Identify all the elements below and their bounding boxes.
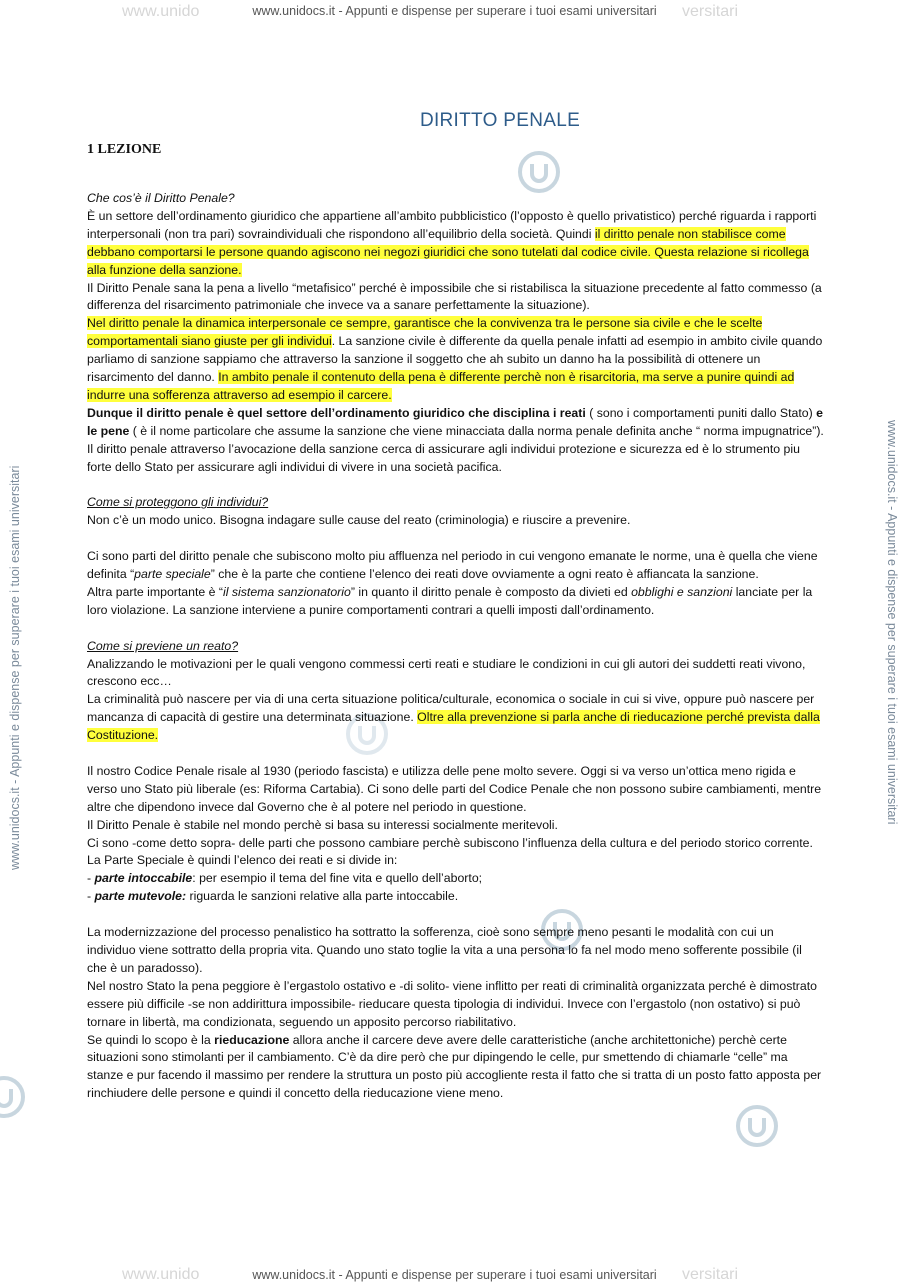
highlighted-text: Oltre alla prevenzione si parla anche di rieducazione perché prevista dalla Costituzione. xyxy=(87,710,820,743)
paragraph xyxy=(87,405,825,441)
paragraph: Il diritto penale attraverso l’avocazione della sanzione cerca di assicurare agli individui protezione e sicurezza ed è lo strumento piu forte dello Stato per assicurare agli individui di vivere in una società pacifica. xyxy=(87,441,800,474)
text-run: - xyxy=(87,889,95,904)
page-footer: www.unidocs.it - Appunti e dispense per superare i tuoi esami universitari xyxy=(252,1268,657,1282)
side-watermark-right: www.unidocs.it - Appunti e dispense per superare i tuoi esami universitari xyxy=(885,420,899,825)
text-run: Ci sono parti del diritto penale che subiscono molto piu affluenza nel periodo in cui vengono emanate le norme, una è quella che viene definita “ xyxy=(87,549,818,581)
paragraph xyxy=(87,691,825,745)
document-title: DIRITTO PENALE xyxy=(419,110,581,131)
italic-text: parte speciale xyxy=(134,567,211,581)
page-header: www.unidocs.it - Appunti e dispense per superare i tuoi esami universitari xyxy=(252,4,657,18)
paragraph xyxy=(87,548,825,584)
text-run: Se quindi lo scopo è la xyxy=(87,1032,215,1047)
paragraph: Il Diritto Penale sana la pena a livello “metafisico” perché è impossibile che si ristabilisca la situazione precedente al fatto commesso (a differenza del risarcimento patrimoniale che invece va a sanare perfettamente la situazione). xyxy=(87,280,822,313)
paragraph xyxy=(87,315,825,405)
text-run: riguarda le sanzioni relative alla parte intoccabile. xyxy=(186,889,459,904)
highlighted-text: In ambito penale il contenuto della pena è differente perchè non è risarcitoria, ma serve a punire quindi ad indurre una sofferenza attraverso ad esempio il carcere. xyxy=(87,370,795,402)
text-run: ( sono i comportamenti puniti dallo Stato) xyxy=(585,405,817,420)
watermark-logo-icon xyxy=(517,150,561,194)
paragraph: Il nostro Codice Penale risale al 1930 (periodo fascista) e utilizza delle pene molto severe. Oggi si va verso un’ottica meno rigida e verso uno Stato più liberale (es: Riforma Cartabia). Ci sono delle parti del Codice Penale che non possono subire cambiamenti, mentre altre che dipendono invece dal Governo che è al potere nel periodo in questione. xyxy=(87,763,822,814)
text-run: ( è il nome particolare che assume la sanzione che viene minacciata dalla norma penale definita anche “ norma impugnatrice”). xyxy=(129,423,824,438)
question-heading: Come si previene un reato? xyxy=(87,638,239,653)
highlighted-text: il diritto penale non stabilisce come debbano comportarsi le persone quando agiscono nei negozi giuridici che sono tutelati dal codice civile. Questa relazione si ricollega alla funzione della sanzione. xyxy=(87,226,809,277)
text-run: - xyxy=(87,871,95,886)
footer-ghost-right: versitari xyxy=(682,1266,739,1283)
list-item xyxy=(87,888,825,906)
header-ghost-left: www.unido xyxy=(122,3,200,20)
bold-italic-text: parte intoccabile xyxy=(94,871,193,886)
paragraph xyxy=(87,208,825,280)
bold-text: e le pene xyxy=(87,405,823,438)
watermark-logo-icon xyxy=(735,1104,779,1148)
paragraph: Ci sono -come detto sopra- delle parti che possono cambiare perchè subiscono l’influenza della cultura e del periodo storico corrente. xyxy=(87,835,813,850)
bold-text: rieducazione xyxy=(214,1032,290,1047)
text-run: ” che è la parte che contiene l’elenco dei reati dove ovviamente a ogni reato è affiancata la sanzione. xyxy=(210,567,759,581)
text-run: La criminalità può nascere per via di una certa situazione politica/culturale, economica o sociale in cui si vive, oppure può nascere per mancanza di capacità di gestire una determinata situazione. xyxy=(87,692,815,725)
paragraph: Nel nostro Stato la pena peggiore è l’ergastolo ostativo e -di solito- viene inflitto per reati di criminalità organizzata perché è dimostrato essere più difficile -se non addirittura impossibile- rieducare questa tipologia di individui. Invece con l’ergastolo (non ostativo) si può tornare in libertà, ma condizionata, seguendo un apposito percorso riabilitativo. xyxy=(87,978,818,1029)
text-run: . La sanzione civile è differente da quella penale infatti ad esempio in ambito civile quando parliamo di sanzione sappiamo che attraverso la sanzione il soggetto che ah subito un danno ha la possibilità di ottenere un risarcimento del danno. xyxy=(87,334,823,385)
italic-text: il sistema sanzionatorio xyxy=(223,584,351,599)
document-body xyxy=(87,190,825,1103)
paragraph: La Parte Speciale è quindi l’elenco dei reati e si divide in: xyxy=(87,853,398,868)
bold-italic-text: parte mutevole: xyxy=(94,889,187,904)
paragraph: Il Diritto Penale è stabile nel mondo perchè si basa su interessi socialmente meritevoli. xyxy=(87,817,558,832)
text-run: allora anche il carcere deve avere delle caratteristiche (anche architettoniche) perchè certe situazioni sono stimolanti per il cambiamento. C’è da dire però che pur dipingendo le celle, pur smettendo di chiamarle “celle” ma stanze e pur facendo il massimo per rendere la struttura un posto più accogliente resta il fatto che si tratta di un posto fatto apposta per rinchiudere delle persone e quindi il concetto della rieducazione viene meno. xyxy=(87,1032,822,1101)
text-run: ” in quanto il diritto penale è composto da divieti ed xyxy=(350,584,632,599)
side-watermark-left: www.unidocs.it - Appunti e dispense per superare i tuoi esami universitari xyxy=(8,465,22,870)
watermark-logo-icon xyxy=(0,1075,26,1119)
text-run: Altra parte importante è “ xyxy=(87,584,224,599)
text-run: : per esempio il tema del fine vita e quello dell’aborto; xyxy=(192,871,483,886)
lesson-heading: 1 LEZIONE xyxy=(87,142,162,157)
footer-ghost-left: www.unido xyxy=(122,1266,200,1283)
italic-text: obblighi e sanzioni xyxy=(631,584,733,599)
question-heading: Come si proteggono gli individui? xyxy=(87,495,269,510)
header-ghost-right: versitari xyxy=(682,3,739,20)
highlighted-text: Nel diritto penale la dinamica interpersonale ce sempre, garantisce che la convivenza tra le persone sia civile e che le scelte comportamentali siano giuste per gli individui xyxy=(87,316,763,349)
question-heading: Che cos’è il Diritto Penale? xyxy=(87,191,235,205)
paragraph xyxy=(87,584,825,620)
text-run: lanciate per la loro violazione. La sanzione interviene a punire comportamenti contrari a quelli imposti dall’ordinamento. xyxy=(87,584,813,617)
bold-text: Dunque il diritto penale è quel settore dell’ordinamento giuridico che disciplina i reati xyxy=(87,405,586,420)
paragraph: Non c’è un modo unico. Bisogna indagare sulle cause del reato (criminologia) e riuscire a prevenire. xyxy=(87,513,631,528)
text-run: È un settore dell’ordinamento giuridico che appartiene all’ambito pubblicistico (l’opposto è quello privatistico) perché riguarda i rapporti interpersonali (non tra pari) sovraindividuali che rispondono all’equilibrio della società. Quindi xyxy=(87,208,817,241)
list-item xyxy=(87,870,825,888)
paragraph: Analizzando le motivazioni per le quali vengono commessi certi reati e studiare le condizioni in cui gli autori dei suddetti reati vivono, crescono ecc… xyxy=(87,656,806,689)
paragraph: La modernizzazione del processo penalistico ha sottratto la sofferenza, cioè sono sempre meno pesanti le modalità con cui un individuo viene sottratto della propria vita. Quando uno stato toglie la vita a una persona lo fa nel modo meno sofferente possibile (il che è un paradosso). xyxy=(87,925,802,975)
paragraph xyxy=(87,1032,825,1104)
